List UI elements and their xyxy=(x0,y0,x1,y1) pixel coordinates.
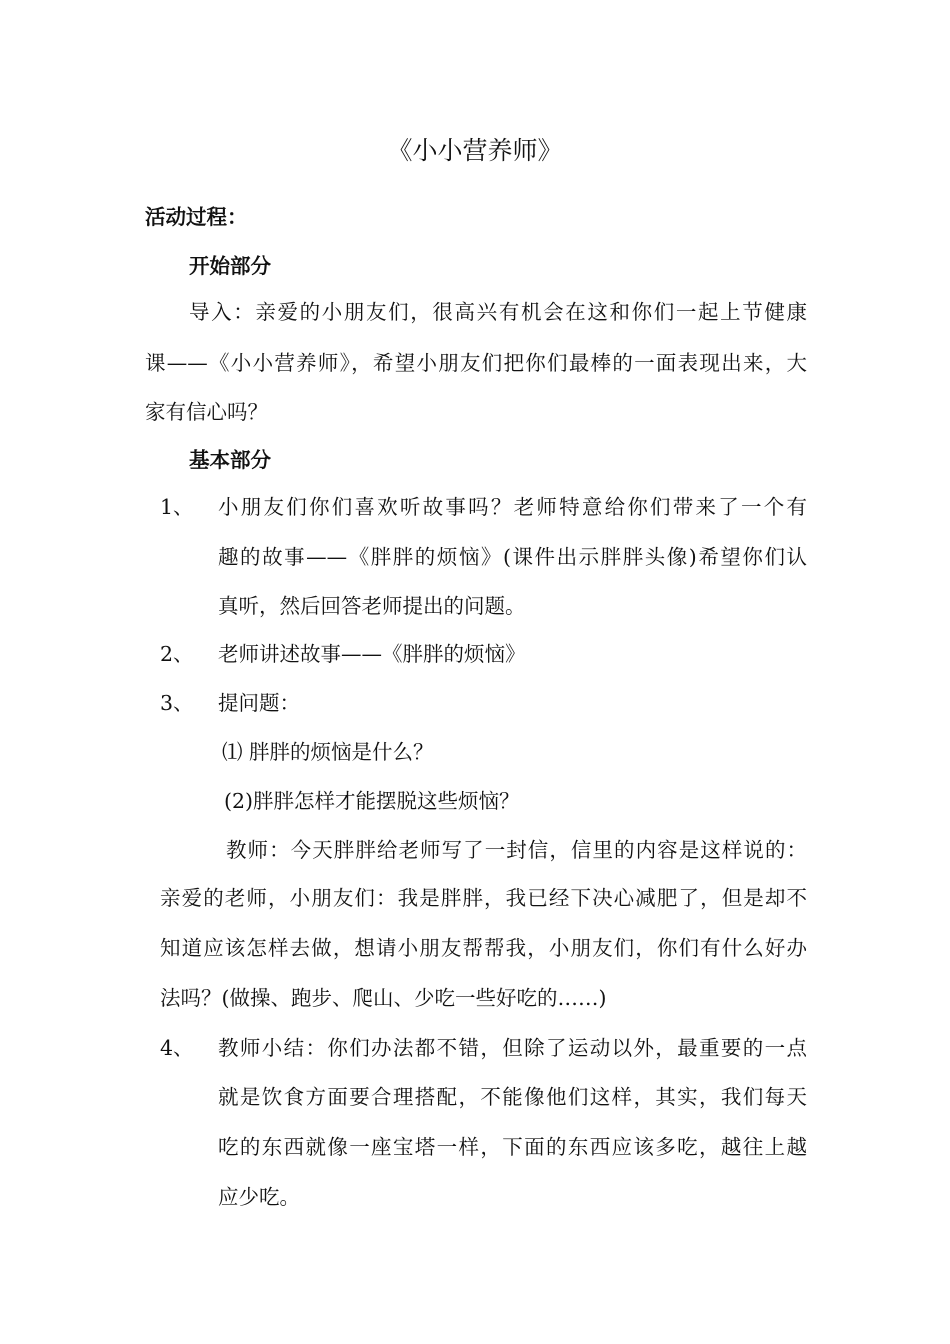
teacher-letter-line-2: 亲爱的老师，小朋友们：我是胖胖，我已经下决心减肥了，但是却不 xyxy=(160,886,807,910)
item-4-number: 4、 xyxy=(160,1036,194,1060)
question-1: ⑴ 胖胖的烦恼是什么？ xyxy=(222,740,434,764)
section-heading: 活动过程： xyxy=(145,205,248,229)
basic-part-heading: 基本部分 xyxy=(189,448,271,472)
item-1-line-3: 真听，然后回答老师提出的问题。 xyxy=(218,594,526,618)
item-1-line-1: 小朋友们你们喜欢听故事吗？老师特意给你们带来了一个有 xyxy=(218,495,807,519)
summary-line-2: 就是饮食方面要合理搭配，不能像他们这样，其实，我们每天 xyxy=(218,1085,807,1109)
start-part-line-1: 导入：亲爱的小朋友们，很高兴有机会在这和你们一起上节健康 xyxy=(189,300,807,324)
item-2-number: 2、 xyxy=(160,642,194,666)
item-2-line-1: 老师讲述故事——《胖胖的烦恼》 xyxy=(218,642,526,666)
teacher-letter-line-3: 知道应该怎样去做，想请小朋友帮帮我，小朋友们，你们有什么好办 xyxy=(160,936,807,960)
summary-line-1: 教师小结：你们办法都不错，但除了运动以外，最重要的一点 xyxy=(218,1036,807,1060)
document-title: 《小小营养师》 xyxy=(387,136,563,165)
teacher-letter-line-1: 教师：今天胖胖给老师写了一封信，信里的内容是这样说的： xyxy=(226,838,807,862)
teacher-letter-line-4: 法吗？(做操、跑步、爬山、少吃一些好吃的……) xyxy=(160,986,607,1010)
item-1-line-2: 趣的故事——《胖胖的烦恼》(课件出示胖胖头像)希望你们认 xyxy=(218,545,807,569)
start-part-line-2: 课——《小小营养师》，希望小朋友们把你们最棒的一面表现出来，大 xyxy=(145,351,807,375)
start-part-heading: 开始部分 xyxy=(189,254,271,278)
summary-line-4: 应少吃。 xyxy=(218,1185,300,1209)
start-part-line-3: 家有信心吗？ xyxy=(145,400,268,424)
item-3-number: 3、 xyxy=(160,691,194,715)
summary-line-3: 吃的东西就像一座宝塔一样，下面的东西应该多吃，越往上越 xyxy=(218,1135,807,1159)
item-3-line-1: 提问题： xyxy=(218,691,300,715)
item-1-number: 1、 xyxy=(160,495,194,519)
question-2: (2)胖胖怎样才能摆脱这些烦恼？ xyxy=(224,789,520,813)
